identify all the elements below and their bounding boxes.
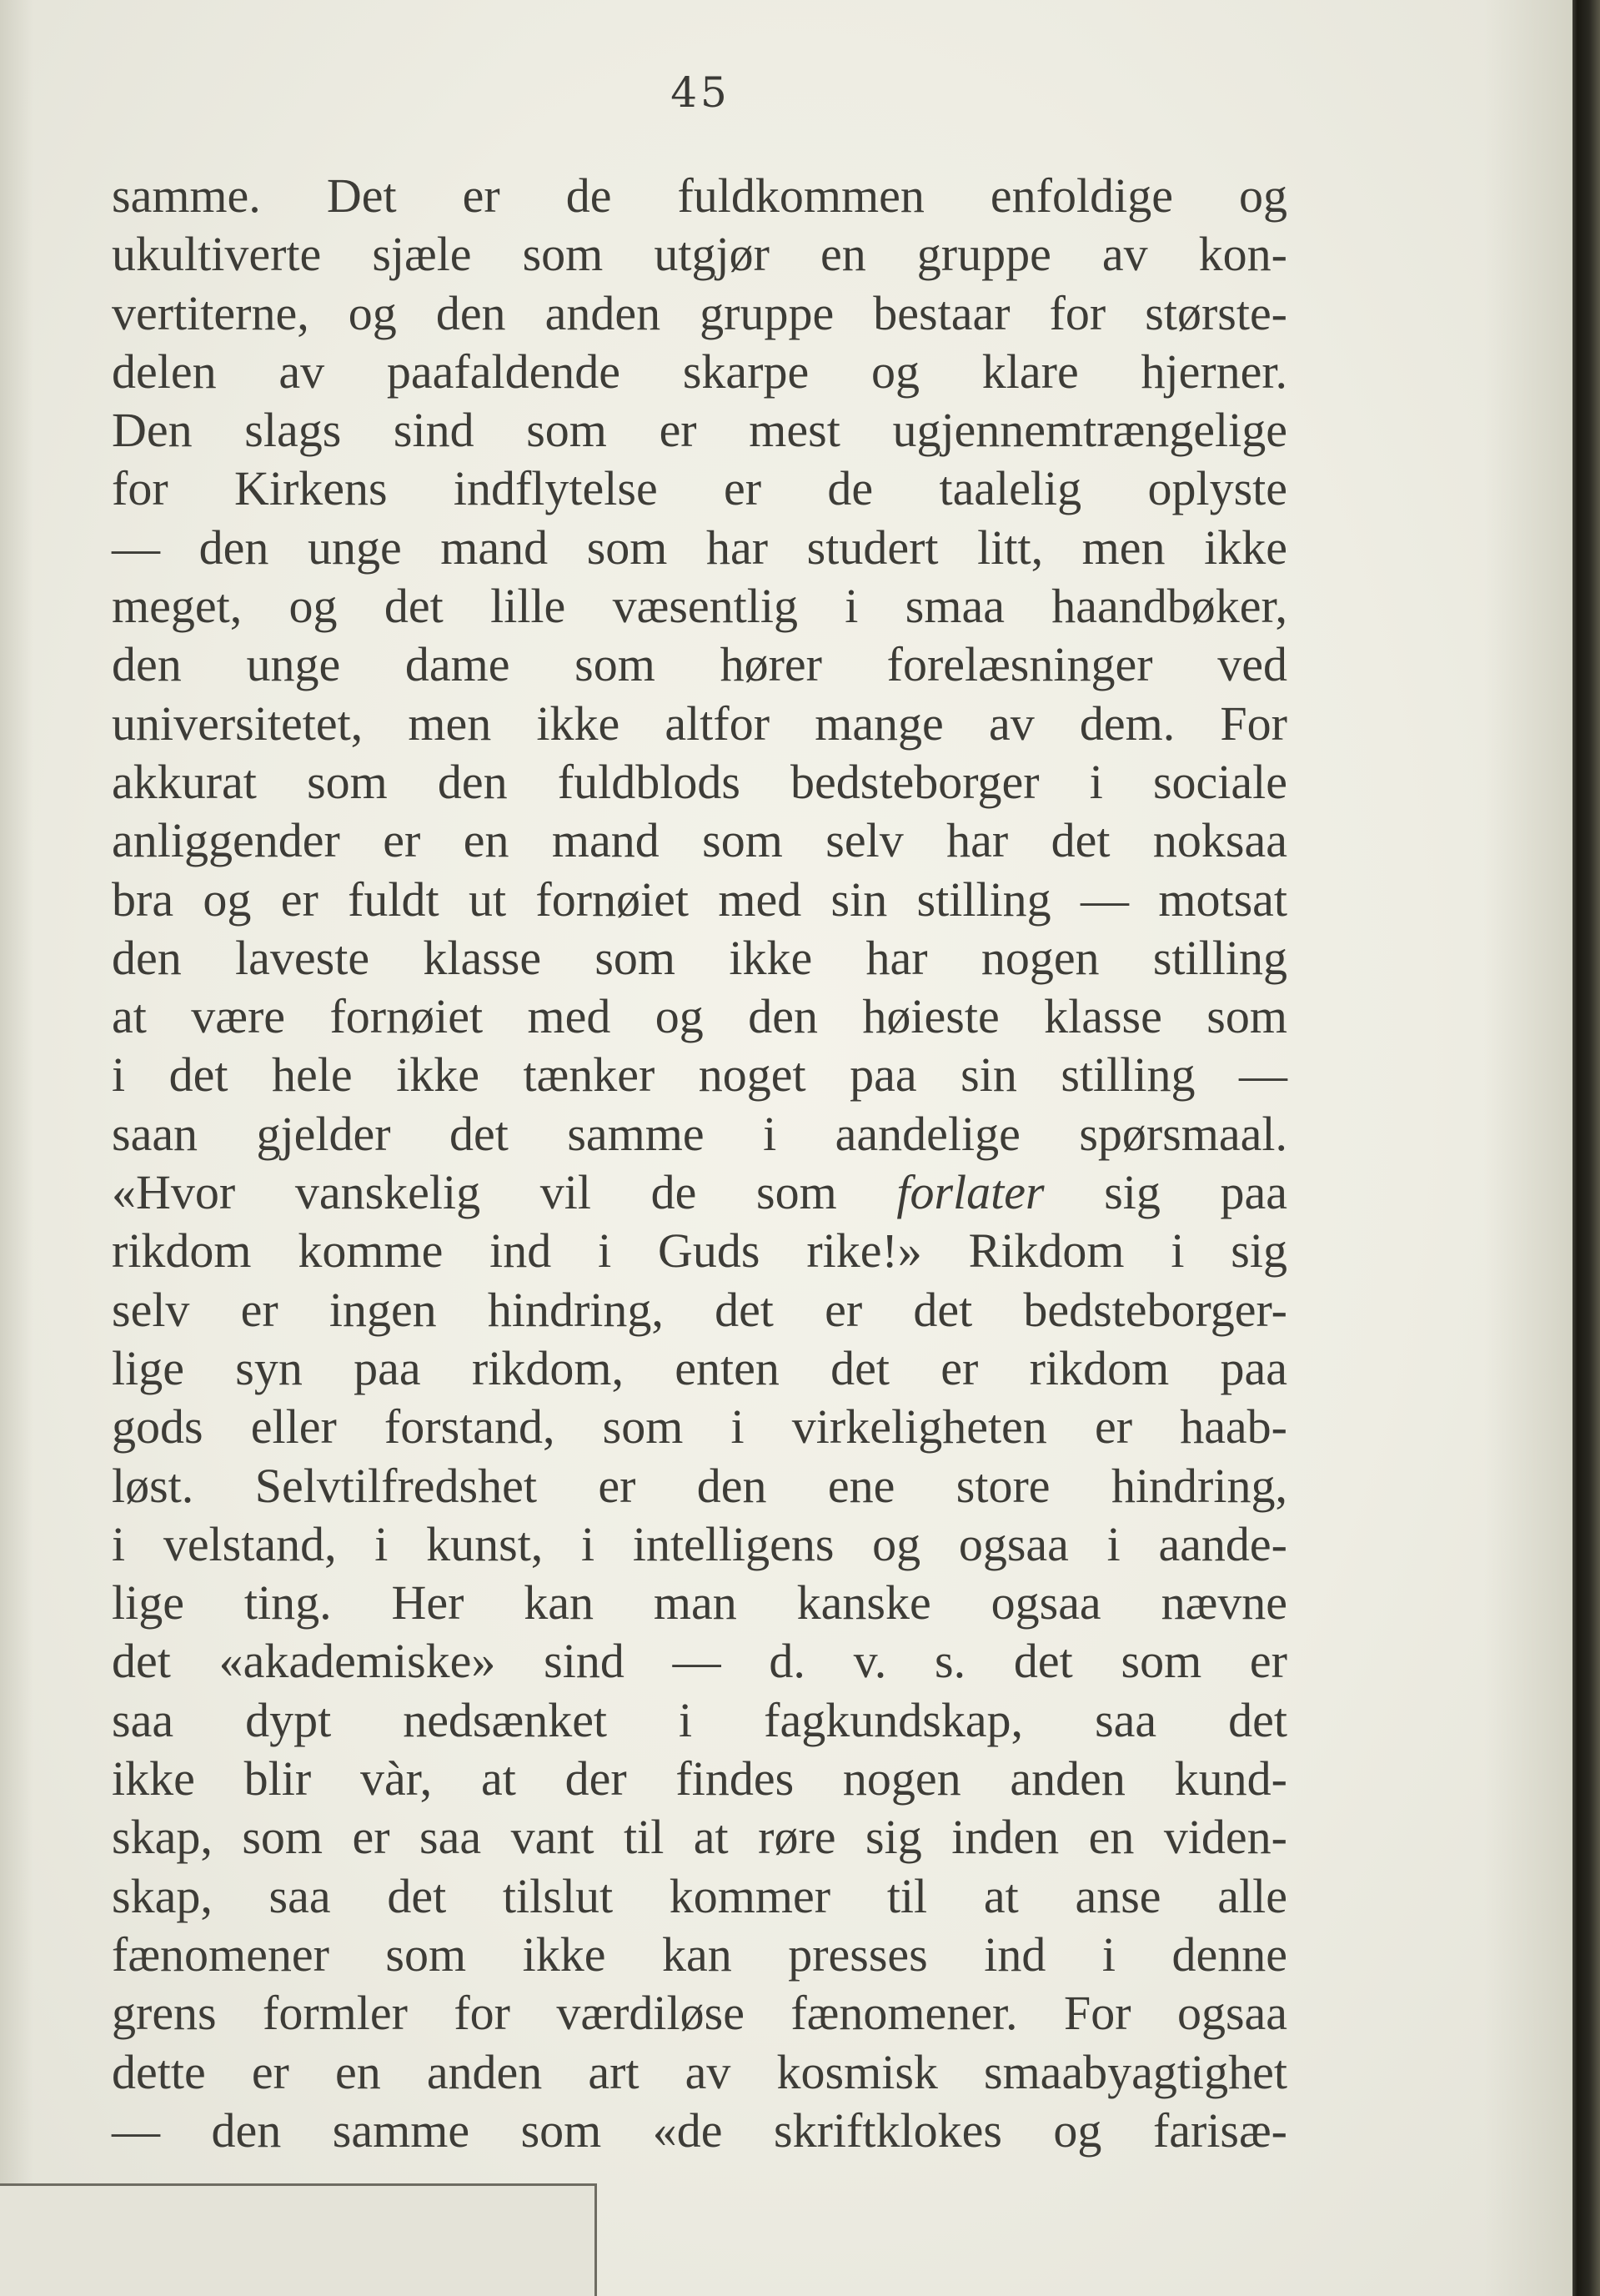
text-line: gods eller forstand, som i virkeligheten er haab- xyxy=(112,1399,1287,1454)
text-line: Den slags sind som er mest ugjennemtrængelige xyxy=(112,403,1287,458)
text-line: skap, som er saa vant til at røre sig inden en viden- xyxy=(112,1810,1287,1865)
page-edge-shadow xyxy=(1484,0,1572,2296)
emphasized-word: forlater xyxy=(896,1165,1045,1220)
text-line: i det hele ikke tænker noget paa sin stilling — xyxy=(112,1048,1287,1103)
text-line: saa dypt nedsænket i fagkundskap, saa det xyxy=(112,1692,1287,1747)
text-line: grens formler for værdiløse fænomener. For ogsaa xyxy=(112,1986,1287,2041)
body-text xyxy=(112,167,1287,2160)
page-gutter-shadow xyxy=(0,0,33,2296)
text-line: universitetet, men ikke altfor mange av dem. For xyxy=(112,696,1287,751)
text-line: at være fornøiet med og den høieste klasse som xyxy=(112,989,1287,1044)
text-line: det «akademiske» sind — d. v. s. det som er xyxy=(112,1634,1287,1689)
book-spine-edge xyxy=(1572,0,1600,2296)
text-line: vertiterne, og den anden gruppe bestaar for største- xyxy=(112,285,1287,340)
text-line: — den unge mand som har studert litt, men ikke xyxy=(112,520,1287,575)
text-line: meget, og det lille væsentlig i smaa haandbøker, xyxy=(112,579,1287,634)
text-line: anliggender er en mand som selv har det noksaa xyxy=(112,813,1287,868)
text-line: i velstand, i kunst, i intelligens og ogsaa i aande- xyxy=(112,1516,1287,1571)
text-line: dette er en anden art av kosmisk smaabyagtighet xyxy=(112,2044,1287,2099)
text-line: den unge dame som hører forelæsninger ved xyxy=(112,637,1287,692)
text-line: løst. Selvtilfredshet er den ene store hindring, xyxy=(112,1458,1287,1513)
text-line: fænomener som ikke kan presses ind i denne xyxy=(112,1927,1287,1982)
text-line: bra og er fuldt ut fornøiet med sin stilling — motsat xyxy=(112,872,1287,927)
text-line: den laveste klasse som ikke har nogen stilling xyxy=(112,930,1287,985)
text-line: selv er ingen hindring, det er det bedsteborger- xyxy=(112,1282,1287,1337)
text-line: delen av paafaldende skarpe og klare hjerner. xyxy=(112,344,1287,399)
text-line: lige syn paa rikdom, enten det er rikdom paa xyxy=(112,1340,1287,1395)
text-line xyxy=(112,1163,1287,1222)
text-line: ikke blir vàr, at der findes nogen anden kund- xyxy=(112,1751,1287,1806)
text-segment: «Hvor vanskelig vil de som xyxy=(112,1165,897,1220)
library-label-box xyxy=(0,2183,597,2296)
text-segment: sig paa xyxy=(1044,1165,1288,1220)
text-line: ukultiverte sjæle som utgjør en gruppe av kon- xyxy=(112,227,1287,282)
text-line: — den samme som «de skriftklokes og farisæ- xyxy=(112,2103,1287,2158)
text-line: samme. Det er de fuldkommen enfoldige og xyxy=(112,168,1287,223)
page-number: 45 xyxy=(670,68,730,117)
text-line: akkurat som den fuldblods bedsteborger i sociale xyxy=(112,754,1287,809)
text-line: lige ting. Her kan man kanske ogsaa nævne xyxy=(112,1575,1287,1630)
text-line: saan gjelder det samme i aandelige spørsmaal. xyxy=(112,1106,1287,1161)
text-line: rikdom komme ind i Guds rike!» Rikdom i sig xyxy=(112,1223,1287,1279)
text-line: for Kirkens indflytelse er de taalelig oplyste xyxy=(112,461,1287,516)
text-line: skap, saa det tilslut kommer til at anse alle xyxy=(112,1868,1287,1923)
